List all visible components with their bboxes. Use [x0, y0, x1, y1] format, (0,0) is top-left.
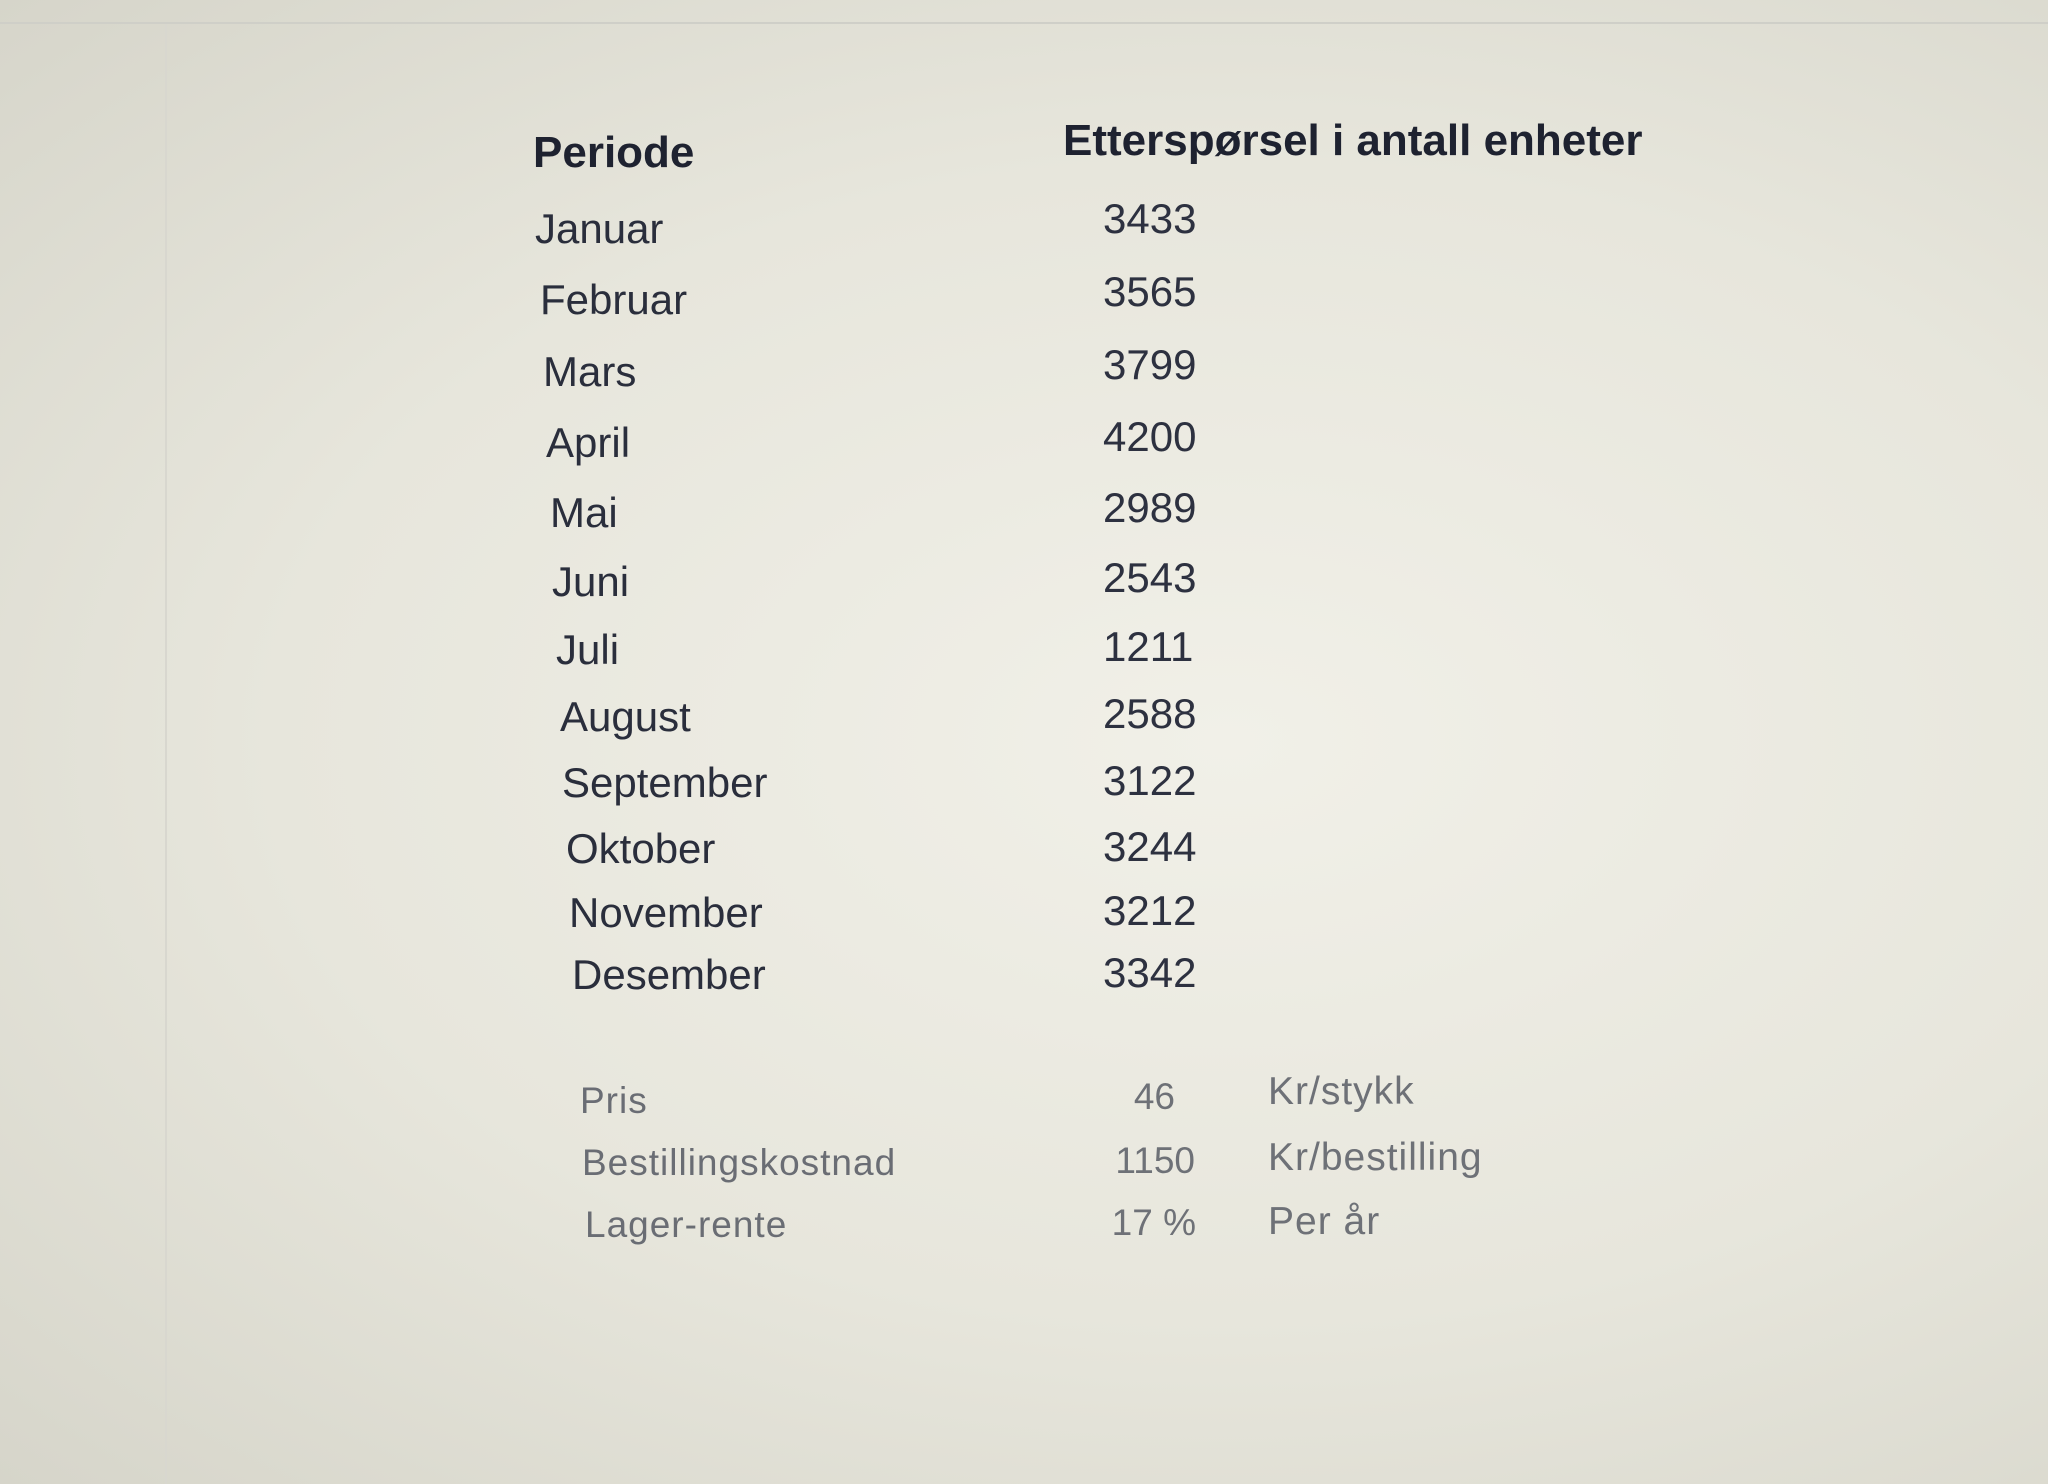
parameter-label[interactable]: Pris: [580, 1080, 648, 1121]
parameter-label[interactable]: Lager-rente: [585, 1204, 788, 1245]
table-row: [0, 690, 2048, 753]
month-cell[interactable]: Februar: [540, 276, 688, 323]
parameter-value[interactable]: 1150: [1115, 1140, 1195, 1181]
demand-cell[interactable]: 3212: [1103, 887, 1197, 934]
demand-cell[interactable]: 3122: [1103, 757, 1197, 804]
parameter-unit[interactable]: Kr/stykk: [1268, 1070, 1415, 1113]
table-row: [0, 413, 2048, 479]
table-row: [0, 195, 2048, 265]
demand-cell[interactable]: 3342: [1103, 949, 1197, 996]
parameter-label[interactable]: Bestillingskostnad: [582, 1142, 897, 1183]
month-cell[interactable]: November: [569, 889, 763, 936]
month-cell[interactable]: Mars: [543, 348, 637, 395]
table-row: [0, 951, 2048, 1011]
demand-cell[interactable]: 3565: [1103, 268, 1197, 315]
table-row: [0, 889, 2048, 949]
table-row: [0, 484, 2048, 549]
parameter-unit[interactable]: Kr/bestilling: [1268, 1136, 1483, 1179]
parameter-row-price: [0, 1070, 2048, 1140]
parameter-value[interactable]: 46: [1133, 1076, 1175, 1117]
demand-cell[interactable]: 1211: [1103, 623, 1194, 670]
header-demand[interactable]: Etterspørsel i antall enheter: [1063, 116, 1643, 165]
demand-cell[interactable]: 3799: [1103, 341, 1197, 388]
table-row: [0, 825, 2048, 885]
month-cell[interactable]: Januar: [535, 205, 664, 252]
demand-cell[interactable]: 2543: [1103, 554, 1197, 601]
month-cell[interactable]: September: [562, 759, 768, 806]
table-row: [0, 759, 2048, 819]
demand-cell[interactable]: 2989: [1103, 484, 1197, 531]
month-cell[interactable]: Oktober: [566, 825, 716, 872]
parameter-value[interactable]: 17 %: [1111, 1202, 1196, 1243]
parameter-row-interest: [0, 1200, 2048, 1264]
parameter-unit[interactable]: Per år: [1268, 1200, 1381, 1243]
month-cell[interactable]: April: [546, 419, 631, 466]
parameter-row-order-cost: [0, 1136, 2048, 1202]
demand-cell[interactable]: 4200: [1103, 413, 1197, 460]
month-cell[interactable]: Juni: [552, 558, 630, 605]
table-row: [0, 341, 2048, 408]
demand-cell[interactable]: 3244: [1103, 823, 1197, 870]
demand-cell[interactable]: 2588: [1103, 690, 1197, 737]
month-cell[interactable]: August: [560, 693, 691, 740]
month-cell[interactable]: Desember: [572, 951, 766, 998]
demand-cell[interactable]: 3433: [1103, 195, 1197, 242]
table-row: [0, 268, 2048, 336]
table-row: [0, 623, 2048, 686]
header-period[interactable]: Periode: [533, 128, 695, 177]
month-cell[interactable]: Juli: [556, 626, 620, 673]
month-cell[interactable]: Mai: [550, 489, 618, 536]
table-row: [0, 554, 2048, 618]
